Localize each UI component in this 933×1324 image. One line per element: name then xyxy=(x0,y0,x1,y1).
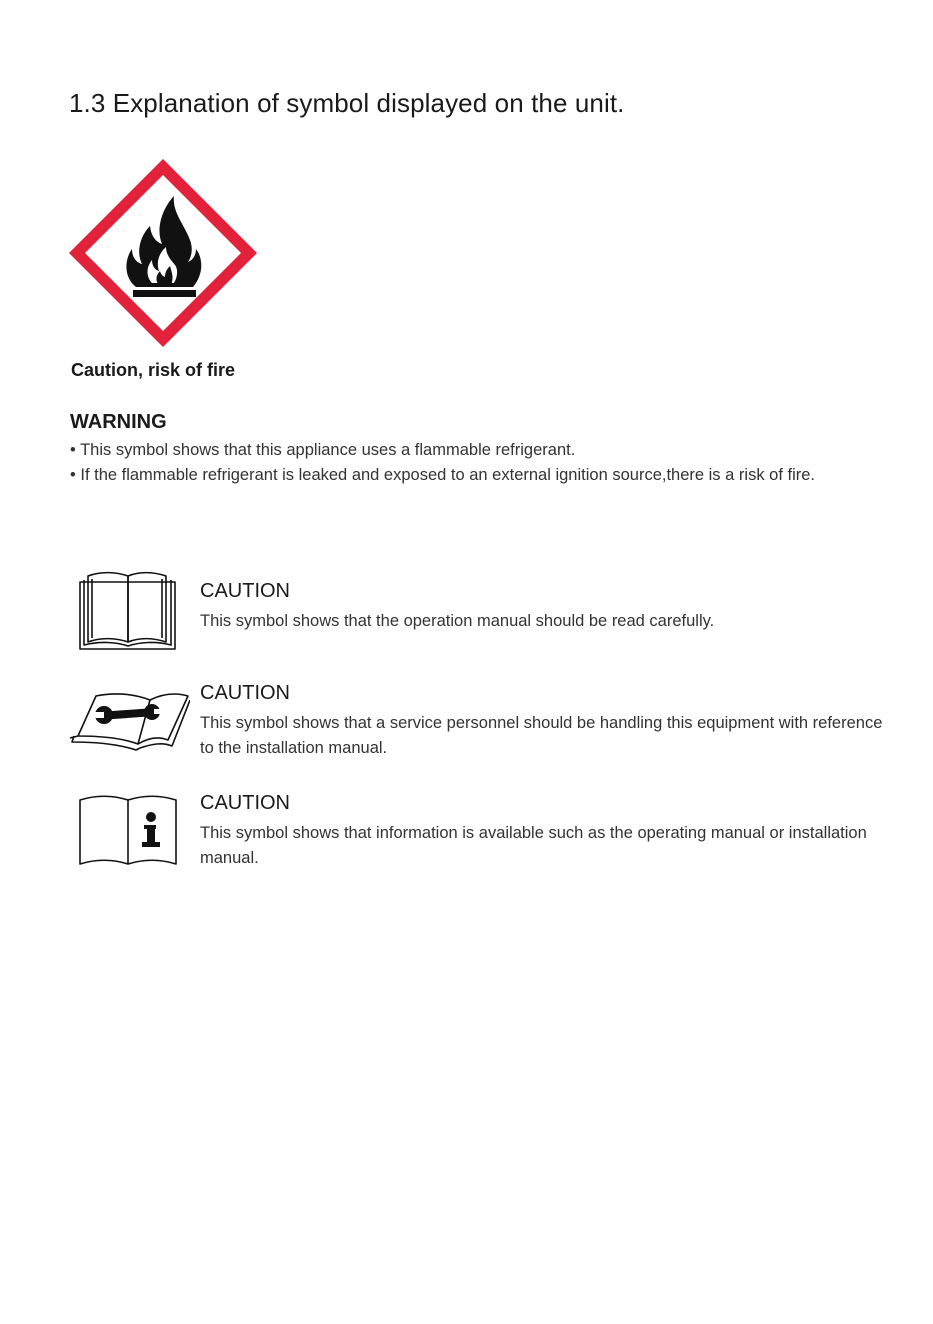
caution-body: This symbol shows that information is available such as the operating manual or installation manual. xyxy=(200,824,867,867)
flammable-hazard-icon xyxy=(66,156,260,350)
caution-body: This symbol shows that a service personnel should be handling this equipment with reference to the installation manual. xyxy=(200,714,883,757)
caution-body: This symbol shows that the operation manual should be read carefully. xyxy=(200,612,715,630)
caution-heading: CAUTION xyxy=(200,792,290,814)
caution-heading: CAUTION xyxy=(200,580,290,602)
open-book-icon xyxy=(66,568,178,654)
warning-section xyxy=(70,411,890,488)
caution-item xyxy=(66,568,896,654)
page-title: 1.3 Explanation of symbol displayed on the unit. xyxy=(69,88,625,118)
warning-heading: WARNING xyxy=(70,411,167,433)
info-manual-icon xyxy=(66,790,178,870)
caution-item xyxy=(66,674,896,757)
fire-caption: Caution, risk of fire xyxy=(71,360,236,380)
caution-item xyxy=(66,790,896,870)
wrench-manual-icon xyxy=(66,674,190,754)
warning-line: • If the flammable refrigerant is leaked and exposed to an external ignition source,there is a risk of fire. xyxy=(70,466,815,484)
warning-line: • This symbol shows that this appliance uses a flammable refrigerant. xyxy=(70,441,576,459)
caution-heading: CAUTION xyxy=(200,682,290,704)
